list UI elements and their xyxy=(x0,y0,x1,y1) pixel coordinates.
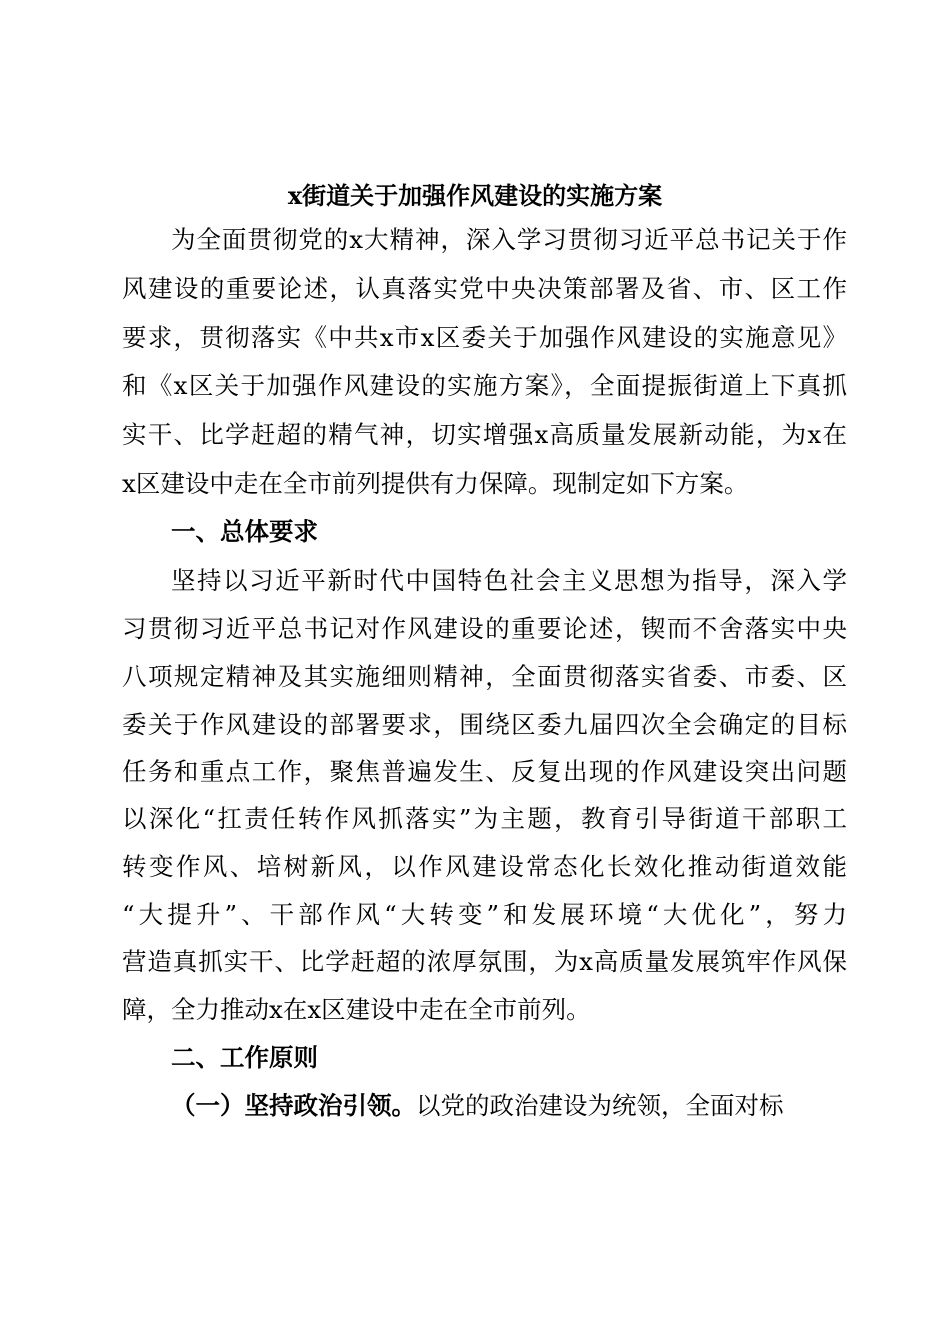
section-heading-general-requirements: 一、总体要求 xyxy=(171,517,318,546)
section1-line-7: 转变作风、培树新风，以作风建设常态化长效化推动街道效能 xyxy=(122,852,847,881)
section1-line-3: 八项规定精神及其实施细则精神，全面贯彻落实省委、市委、区 xyxy=(122,662,847,691)
document-title: x街道关于加强作风建设的实施方案 xyxy=(287,181,663,210)
section1-line-5: 任务和重点工作，聚焦普遍发生、反复出现的作风建设突出问题 xyxy=(122,757,847,786)
section1-line-1: 坚持以习近平新时代中国特色社会主义思想为指导，深入学 xyxy=(171,566,847,595)
section1-line-2: 习贯彻习近平总书记对作风建设的重要论述，锲而不舍落实中央 xyxy=(122,614,847,643)
intro-line-1: 为全面贯彻党的x大精神，深入学习贯彻习近平总书记关于作 xyxy=(171,225,847,254)
intro-line-2: 风建设的重要论述，认真落实党中央决策部署及省、市、区工作 xyxy=(122,274,847,303)
principle-1 xyxy=(171,1082,821,1130)
section1-line-8: “大提升”、干部作风“大转变”和发展环境“大优化”，努力 xyxy=(122,900,847,929)
intro-line-5: 实干、比学赶超的精气神，切实增强x高质量发展新动能，为x在 xyxy=(122,420,847,449)
intro-line-6: x区建设中走在全市前列提供有力保障。现制定如下方案。 xyxy=(122,469,749,498)
section1-line-6: 以深化“扛责任转作风抓落实”为主题，教育引导街道干部职工 xyxy=(122,804,847,833)
section-heading-work-principles: 二、工作原则 xyxy=(171,1043,318,1072)
section1-line-9: 营造真抓实干、比学赶超的浓厚氛围，为x高质量发展筑牢作风保 xyxy=(122,947,847,976)
intro-line-3: 要求，贯彻落实《中共x市x区委关于加强作风建设的实施意见》 xyxy=(122,323,847,352)
intro-line-4: 和《x区关于加强作风建设的实施方案》，全面提振街道上下真抓 xyxy=(122,371,847,400)
section1-line-10: 障，全力推动x在x区建设中走在全市前列。 xyxy=(122,995,591,1024)
principle-1-text: 以党的政治建设为统领，全面对标 xyxy=(416,1091,784,1120)
section1-line-4: 委关于作风建设的部署要求，围绕区委九届四次全会确定的目标 xyxy=(122,710,847,739)
principle-1-title: （一）坚持政治引领。 xyxy=(171,1091,416,1120)
